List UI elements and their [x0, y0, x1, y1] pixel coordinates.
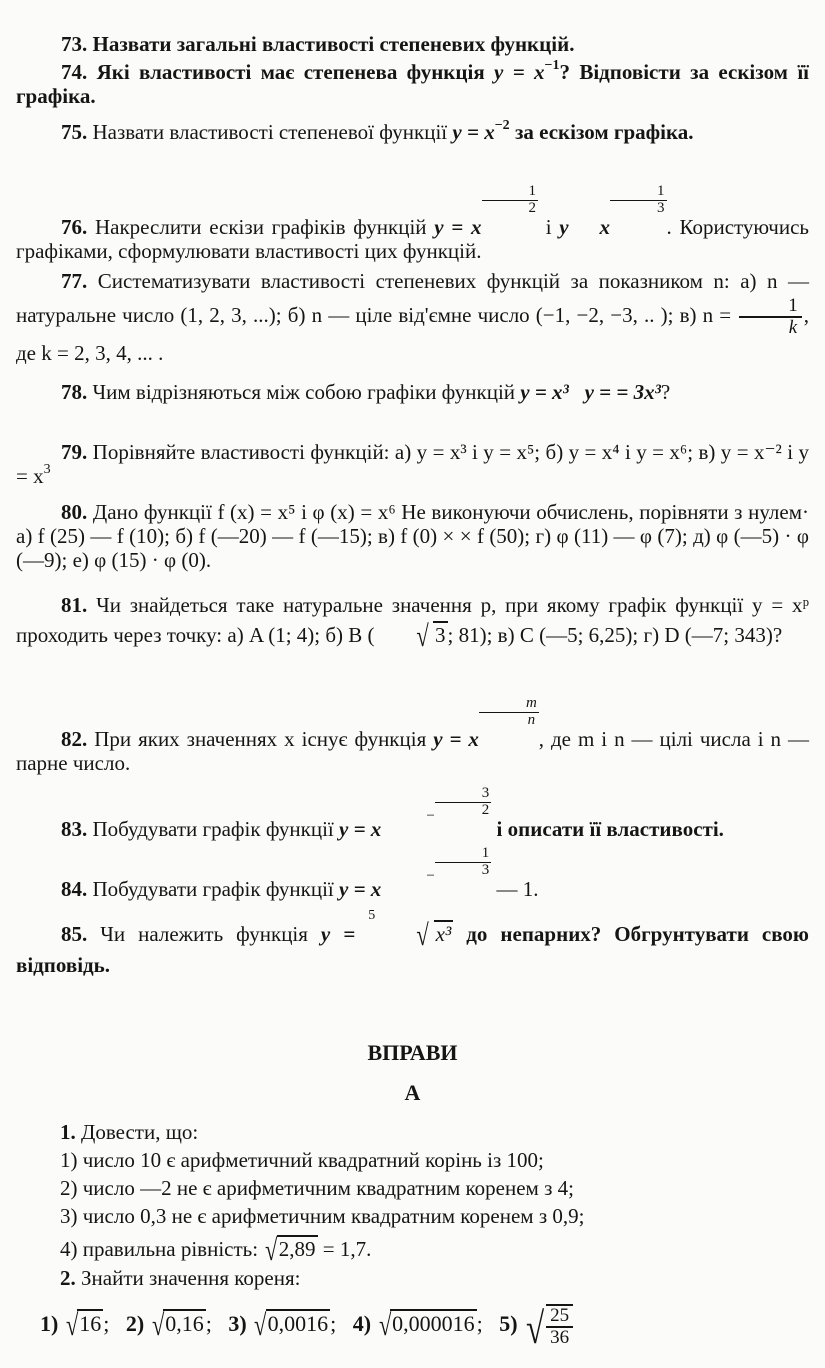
section-title: ВПРАВИ [367, 1040, 458, 1065]
task-text: = 1,7. [317, 1237, 372, 1261]
exercise-text: до непарних? Обгрунтувати свою відповідь. [16, 922, 809, 977]
task-text: число 0,3 не є арифметичним квадратним коренем з 0,9; [82, 1204, 585, 1228]
radical-sign: √ [415, 620, 429, 654]
exponent-fraction [482, 184, 539, 217]
exponent-sign: − [426, 867, 435, 884]
radical-sign: √ [65, 1308, 79, 1342]
exercise-75 [16, 120, 809, 144]
exercise-text: Назвати властивості степеневої функції [92, 120, 453, 144]
exercise-text: ? [660, 380, 671, 404]
root-index: 5 [368, 908, 376, 923]
exponent-fraction [610, 184, 667, 217]
radicand: 0,16 [165, 1310, 204, 1336]
denominator: n [527, 711, 536, 728]
task-1-4 [60, 1236, 809, 1266]
radical-sign: √ [151, 1308, 165, 1342]
numerator: 3 [435, 786, 492, 803]
exercise-number: 83. [61, 816, 88, 841]
task-1 [60, 1120, 809, 1144]
denominator: 36 [550, 1326, 570, 1348]
exercise-text: — 1. [491, 876, 539, 901]
radicand: x³ [435, 922, 452, 946]
radicand: 3 [435, 623, 446, 648]
exponent-fraction [435, 846, 492, 879]
exponent-fraction [479, 696, 539, 729]
radical-sign: √ [416, 919, 429, 952]
exponent-sign: − [426, 807, 435, 824]
radical-sign: √ [254, 1308, 267, 1342]
numerator: 1 [739, 296, 802, 318]
exercise-text: ; 81); в) C (—5; 6,25); г) D (—7; 343)? [447, 623, 783, 648]
denominator: 3 [481, 861, 490, 878]
roots-row: 1) √16; 2) √0,16; 3) √0,0016; 4) √0,000016; 5) √ $\frac{25}{36}$ [40, 1304, 809, 1351]
root-label: 1) [40, 1310, 59, 1336]
exercise-text: і описати її властивості. [491, 816, 724, 841]
task-text: Знайти значення кореня: [81, 1266, 301, 1290]
radicand: 0,0016 [267, 1310, 329, 1336]
task-text: правильна рівність: [82, 1237, 264, 1261]
denominator: 3 [657, 199, 665, 216]
exponent: −1 [544, 58, 560, 73]
root-label: 4) [352, 1310, 372, 1336]
formula: y = = 3x³ [584, 380, 661, 404]
exercise-text: Які властивості має степенева функція [96, 60, 495, 84]
exercise-number: 80. [61, 500, 88, 524]
denominator: 2 [481, 801, 490, 818]
exercise-number: 74. [61, 60, 88, 84]
radical-sign: √ [378, 1308, 392, 1342]
task-1-1 [60, 1148, 809, 1172]
exercise-82 [16, 695, 809, 775]
exercise-text: за ескізом графіка. [509, 120, 694, 144]
denominator: k [788, 317, 798, 339]
task-number: 2) [60, 1176, 78, 1200]
root-label: 5) [499, 1310, 518, 1336]
exercise-number: 79. [61, 440, 88, 464]
section-subtitle: А [404, 1080, 421, 1105]
exercise-text: Систематизувати властивості степеневих функцій за показником n: а) n — натуральне число (1, 2, 3, ...); б) n — ціле від'ємне число (−1, −2, −3, .. ); в) n = [16, 269, 810, 328]
numerator: 1 [435, 846, 492, 863]
radicand: 2,89 [278, 1237, 316, 1261]
exercise-number: 77. [61, 269, 88, 293]
radicand: 16 [79, 1310, 102, 1336]
exercise-79 [16, 440, 809, 488]
exercise-77 [16, 266, 809, 369]
task-number: 2. [60, 1266, 76, 1290]
numerator: m [479, 696, 539, 713]
numerator: 1 [482, 184, 539, 201]
exercise-text: Чи знайдеться таке натуральне значення p, при якому графік функції y = xᵖ проходить через точку: а) A (1; 4); б) B ( [16, 593, 810, 648]
task-number: 3) [60, 1204, 78, 1228]
exercise-81 [16, 590, 809, 652]
exercise-text: При яких значеннях x існує функція [94, 726, 434, 751]
exponent-fraction [435, 786, 492, 819]
exercise-number: 73. [61, 32, 88, 56]
exercise-number: 75. [61, 120, 88, 144]
formula: y = x [494, 60, 545, 84]
exercise-number: 76. [61, 214, 88, 239]
task-text: число —2 не є арифметичним квадратним коренем з 4; [82, 1176, 574, 1200]
task-1-3 [60, 1204, 809, 1228]
exercise-text: Чим відрізняються між собою графіки функцій [92, 380, 521, 404]
exponent: −2 [494, 118, 510, 133]
radicand: 0,000016 [392, 1310, 475, 1336]
denominator: 2 [528, 199, 536, 216]
formula-base: x [599, 214, 611, 239]
exercise-text: Побудувати графік функції [92, 876, 340, 901]
task-number: 1) [60, 1148, 78, 1172]
task-1-2 [60, 1176, 809, 1200]
exercise-number: 84. [61, 876, 88, 901]
root-label: 2) [125, 1310, 145, 1336]
radical-sign: √ [265, 1234, 278, 1267]
exercise-text: Чи належить функція [100, 922, 321, 946]
task-2 [60, 1266, 809, 1290]
exercise-number: 78. [61, 380, 88, 404]
exercise-number: 81. [61, 593, 88, 617]
formula: y = x [339, 876, 382, 901]
formula: y [559, 214, 569, 239]
task-text: число 10 є арифметичний квадратний корінь із 100; [82, 1148, 544, 1172]
radical-sign: √ [526, 1303, 545, 1353]
exercise-text: Дано функції f (x) = x⁵ і φ (x) = x⁶ Не виконуючи обчислень, порівняти з нулем· а) f (25) — f (10); б) f (—20) — f (—15); в) f (0) × × f (50); г) φ (11) — φ (7); д) φ (—5) · φ (—9); е) φ (15) · φ (0). [16, 500, 809, 573]
formula: y = x [452, 120, 495, 144]
exercise-80 [16, 500, 809, 572]
task-text: Довести, що: [81, 1120, 199, 1144]
numerator: 1 [610, 184, 667, 201]
exercise-73 [16, 32, 809, 56]
numerator: 25 [546, 1306, 573, 1328]
formula: y = x [339, 816, 382, 841]
formula: y = x [433, 726, 479, 751]
exercise-74 [16, 60, 809, 108]
exercise-83 [16, 785, 809, 841]
exercise-text: Порівняйте властивості функцій: а) y = x³ і y = x⁵; б) y = x⁴ і y = x⁶; в) y = x⁻² і y = x [16, 440, 810, 489]
exercise-text: ? Відповісти за ескізом її графіка. [16, 60, 809, 109]
exercise-text: , де k = 2, 3, 4, ... . [16, 303, 809, 366]
task-number: 1. [60, 1120, 76, 1144]
exercise-85 [16, 908, 809, 980]
exercise-text: . Користуючись графіками, сформулювати властивості цих функцій. [16, 214, 809, 263]
exercise-76 [16, 183, 809, 263]
exercise-78 [16, 380, 809, 404]
exercise-text: , де m і n — цілі числа і n — парне число. [16, 726, 809, 775]
exercise-number: 85. [61, 922, 88, 946]
root-label: 3) [228, 1310, 247, 1336]
conjunction: і [538, 214, 560, 239]
formula: y = [320, 922, 356, 946]
exponent: 3 [43, 462, 51, 478]
task-number: 4) [60, 1237, 78, 1261]
formula: y = x³ [520, 380, 569, 404]
exercise-number: 82. [61, 726, 88, 751]
fraction [739, 296, 802, 338]
exercise-text: Побудувати графік функції [92, 816, 340, 841]
exercise-84 [16, 845, 809, 901]
exercise-text: Накреслити ескізи графіків функцій [94, 214, 435, 239]
fraction [546, 1304, 573, 1348]
formula: y = x [434, 214, 482, 239]
exercise-text: Назвати загальні властивості степеневих функцій. [92, 32, 575, 56]
